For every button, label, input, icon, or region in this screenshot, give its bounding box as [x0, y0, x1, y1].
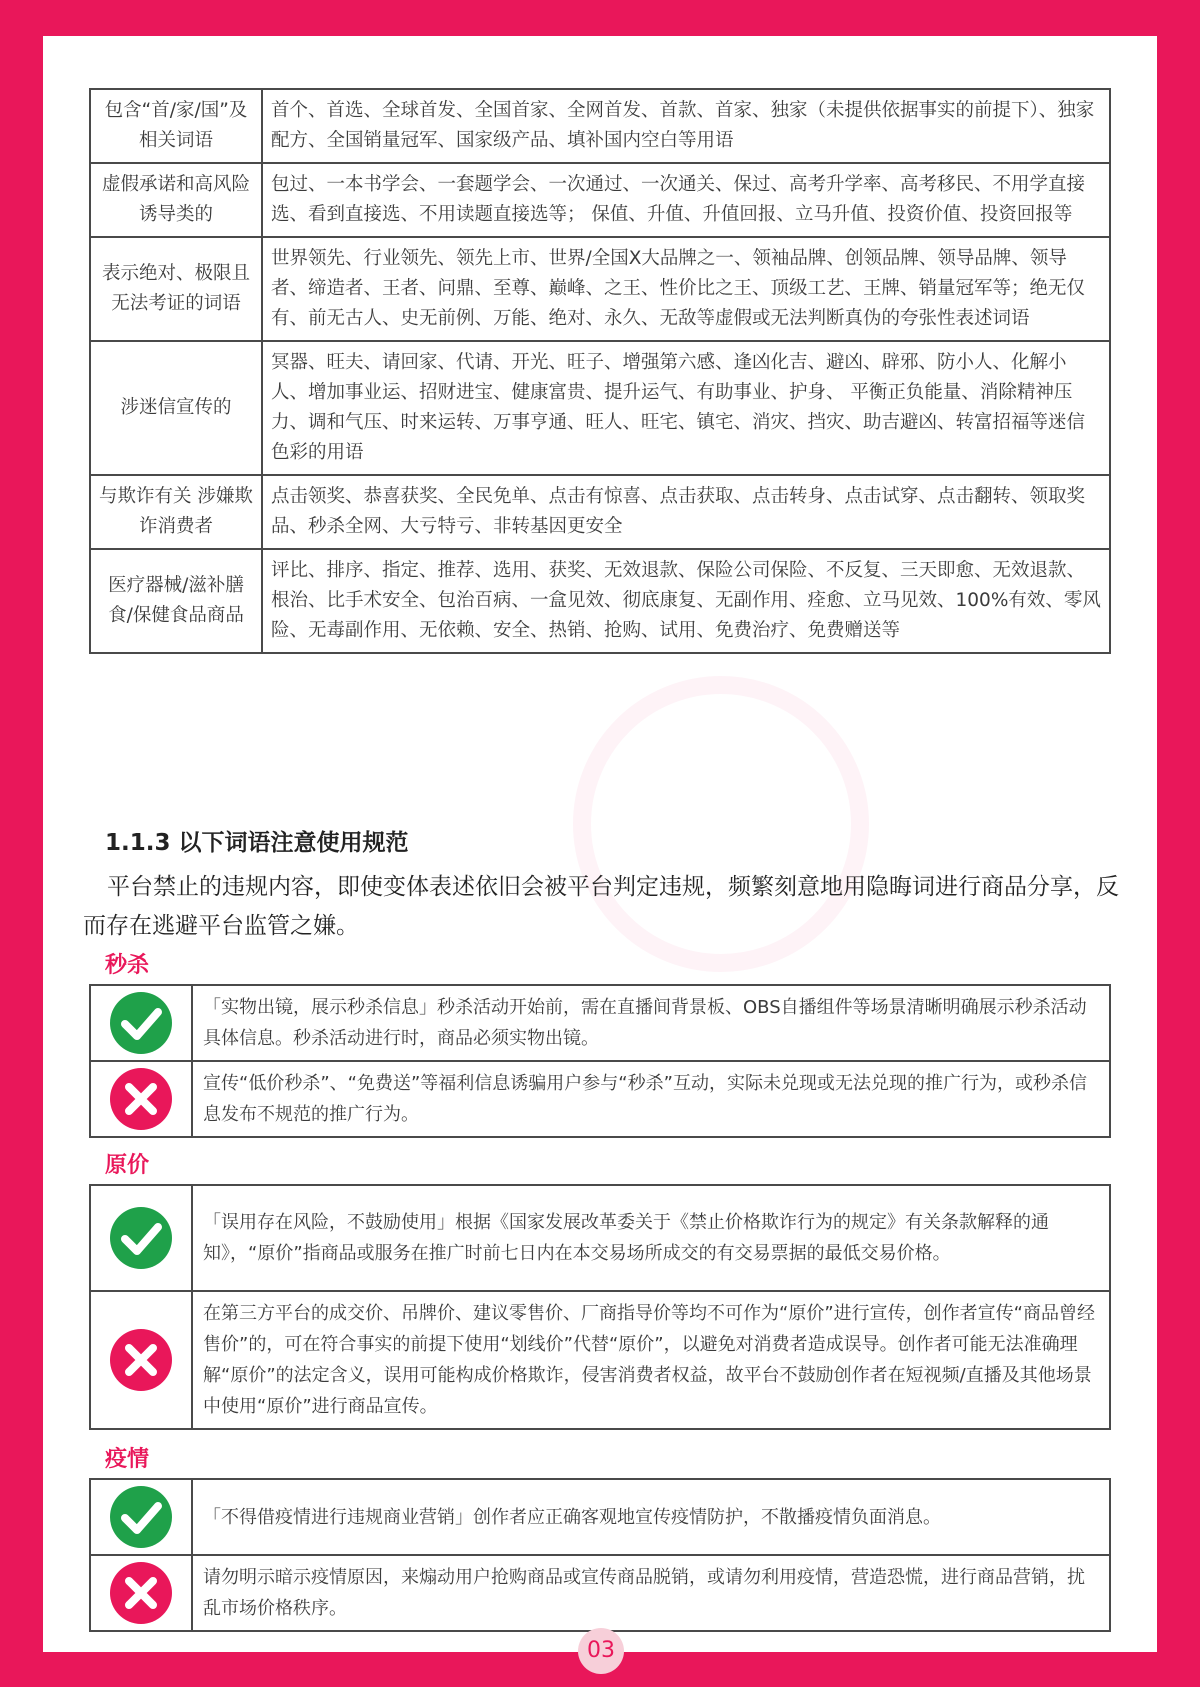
words-cell: 包过、一本书学会、一套题学会、一次通过、一次通关、保过、高考升学率、高考移民、不用学直接选、看到直接选、不用读题直接选等； 保值、升值、升值回报、立马升值、投资价值、投资回报等: [262, 163, 1110, 237]
table-row: [90, 163, 1110, 237]
cross-circle-icon: [108, 1560, 174, 1626]
rule-text: 「实物出镜，展示秒杀信息」秒杀活动开始前，需在直播间背景板、OBS自播组件等场景清晰明确展示秒杀活动具体信息。秒杀活动进行时，商品必须实物出镜。: [192, 985, 1110, 1061]
rule-text: 宣传“低价秒杀”、“免费送”等福利信息诱骗用户参与“秒杀”互动，实际未兑现或无法兑现的推广行为，或秒杀信息发布不规范的推广行为。: [192, 1061, 1110, 1137]
icon-cell: [90, 1479, 192, 1555]
flash-sale-table: [89, 984, 1111, 1138]
icon-cell: [90, 985, 192, 1061]
table-row: [90, 1061, 1110, 1137]
icon-cell: [90, 1291, 192, 1429]
cross-circle-icon: [108, 1327, 174, 1393]
group-label-flash-sale: 秒杀: [105, 953, 150, 978]
words-cell: 评比、排序、指定、推荐、选用、获奖、无效退款、保险公司保险、不反复、三天即愈、无效退款、根治、比手术安全、包治百病、一盒见效、彻底康复、无副作用、痊愈、立马见效、100%有效、零风险、无毒副作用、无依赖、安全、热销、抢购、试用、免费治疗、免费赠送等: [262, 549, 1110, 653]
rule-text: 「误用存在风险，不鼓励使用」根据《国家发展改革委关于《禁止价格欺诈行为的规定》有关条款解释的通知》，“原价”指商品或服务在推广时前七日内在本交易场所成交的有交易票据的最低交易价格。: [192, 1185, 1110, 1291]
table-row: [90, 237, 1110, 341]
prohibited-words-table: [89, 88, 1111, 654]
category-cell: 虚假承诺和高风险诱导类的: [90, 163, 262, 237]
category-cell: 涉迷信宣传的: [90, 341, 262, 475]
rule-text: 「不得借疫情进行违规商业营销」创作者应正确客观地宣传疫情防护，不散播疫情负面消息。: [192, 1479, 1110, 1555]
group-label-original-price: 原价: [105, 1153, 150, 1178]
icon-cell: [90, 1061, 192, 1137]
epidemic-table: [89, 1478, 1111, 1632]
table-row: [90, 1555, 1110, 1631]
rule-text: 在第三方平台的成交价、吊牌价、建议零售价、厂商指导价等均不可作为“原价”进行宣传，创作者宣传“商品曾经售价”的，可在符合事实的前提下使用“划线价”代替“原价”，以避免对消费者造成误导。创作者可能无法准确理解“原价”的法定含义，误用可能构成价格欺诈，侵害消费者权益，故平台不鼓励创作者在短视频/直播及其他场景中使用“原价”进行商品宣传。: [192, 1291, 1110, 1429]
words-cell: 冥器、旺夫、请回家、代请、开光、旺子、增强第六感、逢凶化吉、避凶、辟邪、防小人、化解小人、增加事业运、招财进宝、健康富贵、提升运气、有助事业、护身、 平衡正负能量、消除精神压力、调和气压、时来运转、万事亨通、旺人、旺宅、镇宅、消灾、挡灾、助吉避凶、转富招福等迷信色彩的用语: [262, 341, 1110, 475]
table-row: [90, 1291, 1110, 1429]
category-cell: 表示绝对、极限且无法考证的词语: [90, 237, 262, 341]
words-cell: 首个、首选、全球首发、全国首家、全网首发、首款、首家、独家（未提供依据事实的前提下）、独家配方、全国销量冠军、国家级产品、填补国内空白等用语: [262, 89, 1110, 163]
original-price-table: [89, 1184, 1111, 1430]
rule-text: 请勿明示暗示疫情原因，来煽动用户抢购商品或宣传商品脱销，或请勿利用疫情，营造恐慌，进行商品营销，扰乱市场价格秩序。: [192, 1555, 1110, 1631]
table-row: [90, 1185, 1110, 1291]
category-cell: 与欺诈有关 涉嫌欺诈消费者: [90, 475, 262, 549]
document-page: [43, 36, 1157, 1652]
check-circle-icon: [108, 1484, 174, 1550]
check-circle-icon: [108, 1205, 174, 1271]
table-row: [90, 89, 1110, 163]
table-row: [90, 549, 1110, 653]
words-cell: 世界领先、行业领先、领先上市、世界/全国X大品牌之一、领袖品牌、创领品牌、领导品牌、领导者、缔造者、王者、问鼎、至尊、巅峰、之王、性价比之王、顶级工艺、王牌、销量冠军等；绝无仅有、前无古人、史无前例、万能、绝对、永久、无敌等虚假或无法判断真伪的夸张性表述词语: [262, 237, 1110, 341]
group-label-epidemic: 疫情: [105, 1447, 150, 1472]
table-row: [90, 985, 1110, 1061]
intro-paragraph: 平台禁止的违规内容，即使变体表述依旧会被平台判定违规，频繁刻意地用隐晦词进行商品分享，反而存在逃避平台监管之嫌。: [83, 874, 1119, 939]
section-title: 1.1.3 以下词语注意使用规范: [105, 830, 409, 856]
category-cell: 医疗器械/滋补膳食/保健食品商品: [90, 549, 262, 653]
check-circle-icon: [108, 990, 174, 1056]
table-row: [90, 475, 1110, 549]
cross-circle-icon: [108, 1066, 174, 1132]
category-cell: 包含“首/家/国”及相关词语: [90, 89, 262, 163]
table-row: [90, 341, 1110, 475]
table-row: [90, 1479, 1110, 1555]
page-number: 03: [578, 1628, 624, 1674]
icon-cell: [90, 1555, 192, 1631]
words-cell: 点击领奖、恭喜获奖、全民免单、点击有惊喜、点击获取、点击转身、点击试穿、点击翻转、领取奖品、秒杀全网、大亏特亏、非转基因更安全: [262, 475, 1110, 549]
icon-cell: [90, 1185, 192, 1291]
